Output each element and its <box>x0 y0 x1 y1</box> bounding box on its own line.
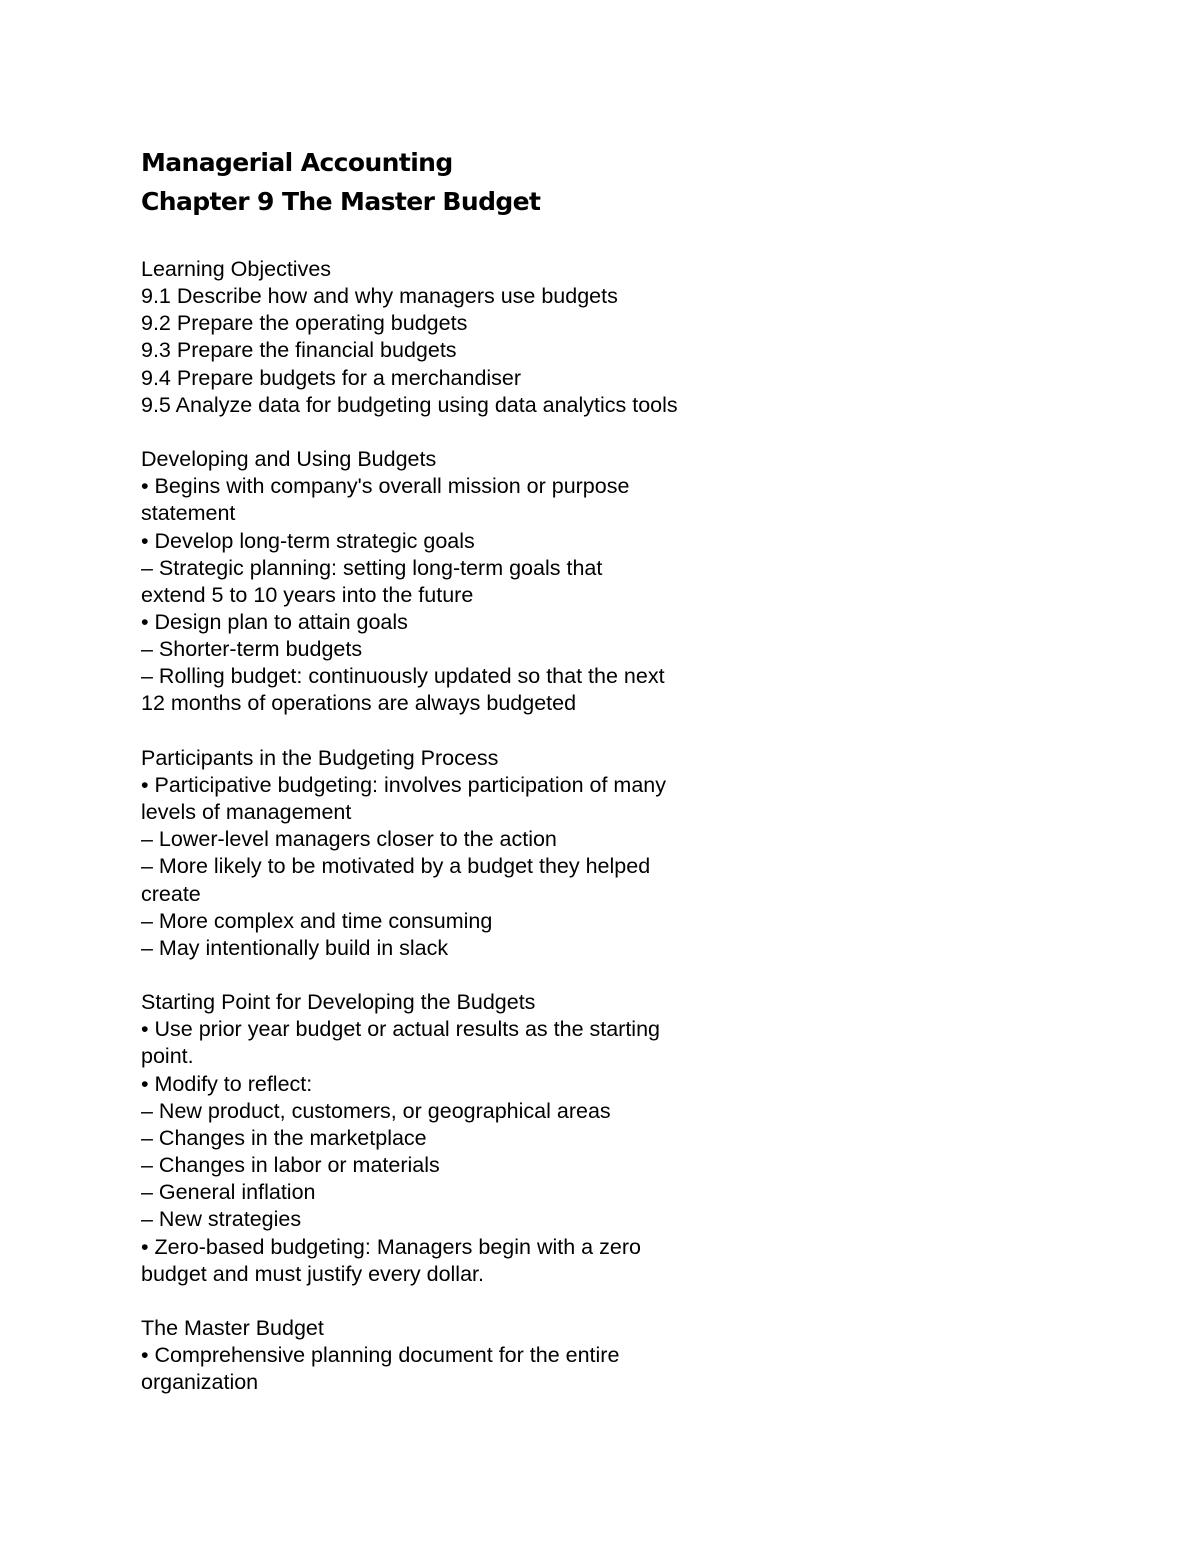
text-line: – May intentionally build in slack <box>141 935 449 960</box>
section-heading: Participants in the Budgeting Process <box>141 745 499 770</box>
title-block <box>141 143 1041 221</box>
objective-item: 9.2 Prepare the operating budgets <box>141 311 468 336</box>
section-participants <box>141 745 841 962</box>
text-line: – More complex and time consuming <box>141 908 493 933</box>
text-line: – Changes in labor or materials <box>141 1153 440 1178</box>
section-master-budget <box>141 1315 841 1396</box>
text-line: – More likely to be motivated by a budget they helped <box>141 854 651 879</box>
document-subtitle: Chapter 9 The Master Budget <box>141 187 541 216</box>
text-line: budget and must justify every dollar. <box>141 1261 484 1286</box>
text-line: 12 months of operations are always budgeted <box>141 691 577 716</box>
objective-item: 9.1 Describe how and why managers use budgets <box>141 284 618 309</box>
text-line: • Comprehensive planning document for the entire <box>141 1343 620 1368</box>
text-line: • Zero-based budgeting: Managers begin with a zero <box>141 1234 641 1259</box>
objective-item: 9.4 Prepare budgets for a merchandiser <box>141 365 522 390</box>
text-line: – New product, customers, or geographical areas <box>141 1098 611 1123</box>
text-line: extend 5 to 10 years into the future <box>141 582 474 607</box>
text-line: point. <box>141 1044 194 1069</box>
text-line: – Lower-level managers closer to the action <box>141 827 557 852</box>
text-line: – Shorter-term budgets <box>141 637 363 662</box>
section-learning-objectives <box>141 256 841 419</box>
text-line: levels of management <box>141 800 352 825</box>
section-heading: Developing and Using Budgets <box>141 447 437 472</box>
objective-item: 9.5 Analyze data for budgeting using data analytics tools <box>141 392 678 417</box>
objective-item: 9.3 Prepare the financial budgets <box>141 338 457 363</box>
text-line: • Use prior year budget or actual results as the starting <box>141 1017 661 1042</box>
section-developing-using-budgets <box>141 446 841 718</box>
section-heading: Learning Objectives <box>141 257 332 281</box>
text-line: – Rolling budget: continuously updated so that the next <box>141 664 665 689</box>
section-heading: The Master Budget <box>141 1316 324 1341</box>
section-starting-point <box>141 989 841 1288</box>
document-body <box>141 256 841 1424</box>
section-heading: Starting Point for Developing the Budgets <box>141 990 536 1015</box>
text-line: – New strategies <box>141 1207 302 1232</box>
text-line: statement <box>141 501 236 526</box>
text-line: • Design plan to attain goals <box>141 610 408 635</box>
text-line: – Strategic planning: setting long-term goals that <box>141 555 603 580</box>
text-line: • Participative budgeting: involves participation of many <box>141 772 667 797</box>
text-line: • Develop long-term strategic goals <box>141 528 475 553</box>
text-line: organization <box>141 1370 259 1395</box>
text-line: – General inflation <box>141 1180 316 1205</box>
text-line: • Begins with company's overall mission or purpose <box>141 474 630 499</box>
text-line: create <box>141 881 201 906</box>
text-line: • Modify to reflect: <box>141 1071 313 1096</box>
document-title: Managerial Accounting <box>141 148 453 177</box>
text-line: – Changes in the marketplace <box>141 1125 427 1150</box>
